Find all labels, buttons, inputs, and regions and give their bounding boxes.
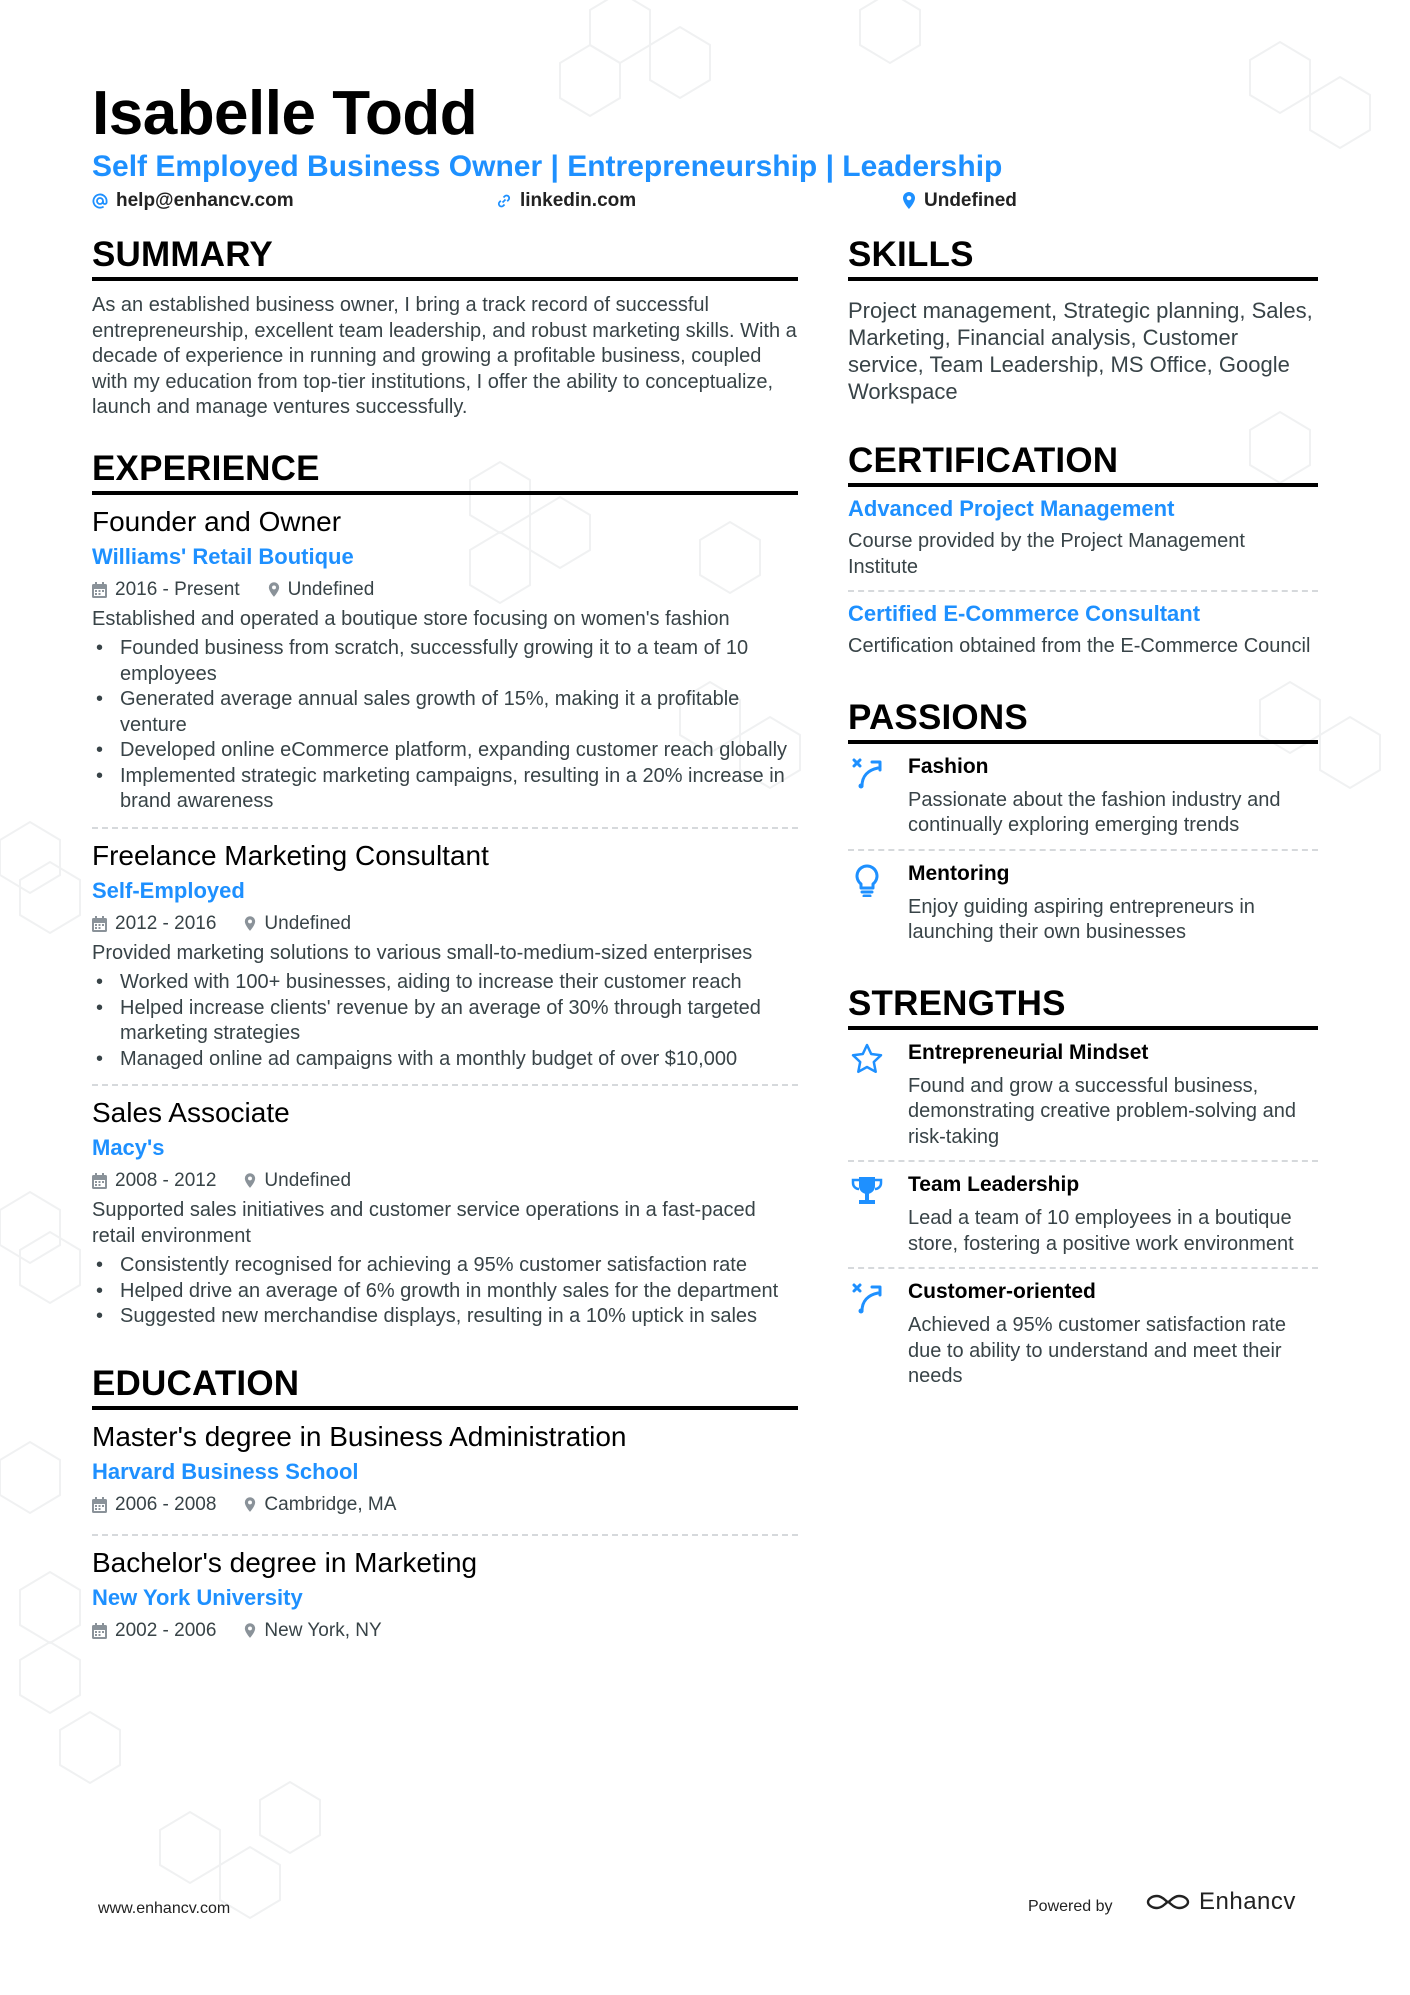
- education-heading: EDUCATION: [92, 1364, 798, 1410]
- list-item: • Helped drive an average of 6% growth in monthly sales for the department: [92, 1279, 798, 1305]
- location-pin-icon: [902, 192, 916, 210]
- list-item: • Managed online ad campaigns with a monthly budget of over $10,000: [92, 1047, 798, 1073]
- education-section: [92, 1364, 798, 1660]
- location-pin-icon: [244, 1623, 256, 1639]
- experience-heading: EXPERIENCE: [92, 449, 798, 495]
- job-meta: [92, 577, 798, 603]
- footer-website-link[interactable]: www.enhancv.com: [98, 1900, 231, 1917]
- strategy-icon: [850, 1281, 884, 1315]
- job-description: Supported sales initiatives and customer service operations in a fast-paced retail environment: [92, 1199, 756, 1247]
- education-location: Cambridge, MA: [264, 1493, 397, 1515]
- calendar-icon: [92, 1623, 107, 1639]
- passion-entry: [848, 851, 1318, 956]
- job-meta: [92, 911, 798, 937]
- passion-title: Mentoring: [908, 861, 1010, 885]
- company-name: Self-Employed: [92, 877, 245, 903]
- certification-entry: [848, 487, 1318, 592]
- left-column: [92, 235, 798, 1688]
- job-location: Undefined: [287, 578, 375, 600]
- strength-entry: [848, 1269, 1318, 1400]
- strength-description: Lead a team of 10 employees in a boutique store, fostering a positive work environment: [908, 1207, 1294, 1255]
- list-item: • Generated average annual sales growth of 15%, making it a profitable venture: [92, 687, 798, 738]
- education-dates: 2006 - 2008: [115, 1493, 217, 1515]
- certification-name: Certified E-Commerce Consultant: [848, 601, 1201, 626]
- school-name: New York University: [92, 1584, 303, 1610]
- passions-section: [848, 698, 1318, 956]
- right-column: [848, 235, 1318, 1428]
- passions-heading: PASSIONS: [848, 698, 1318, 744]
- contact-linkedin-text: linkedin.com: [520, 190, 637, 211]
- company-name: Williams' Retail Boutique: [92, 543, 354, 569]
- strength-description: Found and grow a successful business, demonstrating creative problem-solving and risk-taking: [908, 1074, 1296, 1148]
- company-name: Macy's: [92, 1135, 165, 1160]
- job-title: Freelance Marketing Consultant: [92, 839, 489, 871]
- job-title: Sales Associate: [92, 1097, 290, 1128]
- link-icon: [496, 193, 512, 209]
- degree-title: Master's degree in Business Administration: [92, 1420, 627, 1452]
- job-description: Established and operated a boutique store focusing on women's fashion: [92, 607, 730, 630]
- strengths-section: [848, 984, 1318, 1400]
- strategy-icon: [850, 756, 884, 790]
- strength-entry: [848, 1030, 1318, 1163]
- skills-section: [848, 235, 1318, 405]
- summary-heading: SUMMARY: [92, 235, 798, 281]
- contact-linkedin[interactable]: [496, 190, 636, 212]
- candidate-headline: Self Employed Business Owner | Entrepreneurship | Leadership: [92, 150, 1003, 183]
- job-bullets: [92, 970, 798, 1072]
- certification-heading: CERTIFICATION: [848, 441, 1318, 487]
- school-name: Harvard Business School: [92, 1458, 359, 1484]
- passion-entry: [848, 744, 1318, 851]
- star-icon: [850, 1042, 884, 1076]
- certification-description: Certification obtained from the E-Commerce Council: [848, 635, 1311, 657]
- contact-location-text: Undefined: [924, 190, 1017, 211]
- footer-brand[interactable]: [1145, 1888, 1296, 1916]
- experience-section: [92, 449, 798, 1342]
- job-description: Provided marketing solutions to various small-to-medium-sized enterprises: [92, 941, 753, 964]
- contact-email-text: help@enhancv.com: [116, 190, 294, 211]
- certification-entry: [848, 592, 1318, 670]
- education-meta: [92, 1618, 798, 1644]
- job-bullets: [92, 636, 798, 815]
- trophy-icon: [850, 1174, 884, 1208]
- experience-entry: [92, 829, 798, 1087]
- list-item: • Suggested new merchandise displays, resulting in a 10% uptick in sales: [92, 1304, 798, 1330]
- contact-email[interactable]: [92, 190, 294, 212]
- skills-text: Project management, Strategic planning, Sales, Marketing, Financial analysis, Customer service, Team Leadership, MS Office, Google Workspace: [848, 298, 1313, 404]
- calendar-icon: [92, 582, 107, 598]
- education-location: New York, NY: [264, 1619, 382, 1641]
- education-meta: [92, 1492, 798, 1518]
- certification-section: [848, 441, 1318, 670]
- strength-title: Customer-oriented: [908, 1280, 1096, 1303]
- location-pin-icon: [244, 1497, 256, 1513]
- calendar-icon: [92, 1173, 107, 1189]
- skills-heading: SKILLS: [848, 235, 1318, 281]
- candidate-name: Isabelle Todd: [92, 79, 478, 148]
- education-entry: [92, 1410, 798, 1536]
- summary-text: As an established business owner, I bring a track record of successful entrepreneurship, excellent team leadership, and robust marketing skills. With a decade of experience in running and growing a profitable business, coupled with my education from top-tier institutions, I offer the ability to conceptualize, launch and manage ventures successfully.: [92, 294, 797, 418]
- enhancv-logo-icon: [1145, 1890, 1191, 1914]
- list-item: • Founded business from scratch, successfully growing it to a team of 10 employees: [92, 636, 798, 687]
- footer-powered-by: Powered by: [1028, 1898, 1113, 1915]
- passion-description: Passionate about the fashion industry and continually exploring emerging trends: [908, 788, 1281, 836]
- job-dates: 2016 - Present: [115, 578, 240, 600]
- job-bullets: [92, 1253, 798, 1330]
- location-pin-icon: [244, 1173, 256, 1189]
- calendar-icon: [92, 1497, 107, 1513]
- education-entry: [92, 1536, 798, 1660]
- passion-description: Enjoy guiding aspiring entrepreneurs in launching their own businesses: [908, 895, 1255, 943]
- location-pin-icon: [244, 916, 256, 932]
- list-item: • Consistently recognised for achieving a 95% customer satisfaction rate: [92, 1253, 798, 1279]
- job-title: Founder and Owner: [92, 505, 342, 537]
- job-location: Undefined: [264, 1170, 352, 1191]
- list-item: • Developed online eCommerce platform, expanding customer reach globally: [92, 738, 798, 764]
- experience-entry: [92, 1086, 798, 1342]
- passion-title: Fashion: [908, 754, 989, 778]
- list-item: • Implemented strategic marketing campaigns, resulting in a 20% increase in brand awareness: [92, 764, 798, 815]
- contact-location: [902, 190, 1017, 212]
- lightbulb-icon: [852, 863, 882, 897]
- strength-entry: [848, 1162, 1318, 1269]
- calendar-icon: [92, 916, 107, 932]
- strength-description: Achieved a 95% customer satisfaction rate due to ability to understand and meet their needs: [908, 1314, 1286, 1387]
- certification-name: Advanced Project Management: [848, 496, 1175, 521]
- job-dates: 2012 - 2016: [115, 912, 217, 934]
- footer-brand-name: Enhancv: [1199, 1888, 1296, 1915]
- strength-title: Entrepreneurial Mindset: [908, 1040, 1149, 1064]
- certification-description: Course provided by the Project Management Institute: [848, 530, 1245, 578]
- strengths-heading: STRENGTHS: [848, 984, 1318, 1030]
- job-location: Undefined: [264, 912, 352, 934]
- job-dates: 2008 - 2012: [115, 1170, 217, 1191]
- education-dates: 2002 - 2006: [115, 1619, 217, 1641]
- job-meta: [92, 1168, 798, 1194]
- location-pin-icon: [268, 582, 280, 598]
- at-icon: [92, 193, 108, 209]
- list-item: • Helped increase clients' revenue by an average of 30% through targeted marketing strategies: [92, 996, 798, 1047]
- experience-entry: [92, 495, 798, 829]
- degree-title: Bachelor's degree in Marketing: [92, 1546, 478, 1578]
- list-item: • Worked with 100+ businesses, aiding to increase their customer reach: [92, 970, 798, 996]
- summary-section: [92, 235, 798, 421]
- strength-title: Team Leadership: [908, 1173, 1080, 1196]
